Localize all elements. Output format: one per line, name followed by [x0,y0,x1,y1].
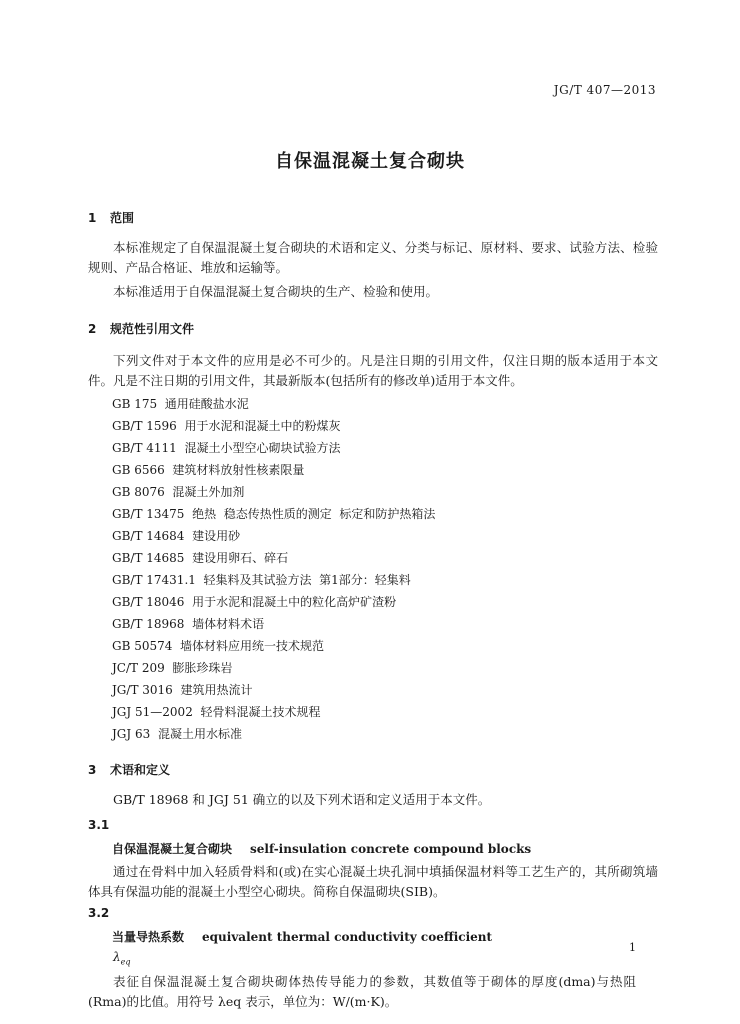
normative-reference [112,681,252,698]
clause-number: 3.1 [88,818,110,832]
ref-code: JG/T 3016 [112,683,173,697]
normative-reference [112,549,288,566]
ref-code: GB/T 4111 [112,441,177,455]
section-1-paragraph-2: 本标准适用于自保温混凝土复合砌块的生产、检验和使用。 [113,284,439,299]
normative-reference [112,417,340,434]
section-title: 范围 [110,211,135,225]
section-2-heading [88,320,194,337]
ref-code: JC/T 209 [112,661,165,675]
ref-code: GB/T 13475 [112,507,185,521]
ref-title: 混凝土小型空心砌块试验方法 [184,441,341,455]
ref-title: 用于水泥和混凝土中的粉煤灰 [184,419,341,433]
normative-reference [112,505,435,522]
ref-code: GB/T 17431.1 [112,573,196,587]
term-definition: 通过在骨料中加入轻质骨料和(或)在实心混凝土块孔洞中填插保温材料等工艺生产的，其所砌筑墙体具有保温功能的混凝土小型空心砌块。简称自保温砌块(SIB)。 [88,864,658,899]
clause-number: 3.2 [88,906,110,920]
normative-reference [112,615,264,632]
ref-code: GB/T 1596 [112,419,177,433]
term-definition: 表征自保温混凝土复合砌块砌体热传导能力的参数，其数值等于砌体的厚度(dma)与热阻(Rma)的比值。用符号 λeq 表示，单位为：W/(m·K)。 [88,974,636,1009]
normative-reference [112,703,321,720]
section-2-intro: 下列文件对于本文件的应用是必不可少的。凡是注日期的引用文件，仅注日期的版本适用于本文件。凡是不注日期的引用文件，其最新版本(包括所有的修改单)适用于本文件。 [88,353,658,388]
section-3-intro: GB/T 18968 和 JGJ 51 确立的以及下列术语和定义适用于本文件。 [113,792,491,807]
ref-title: 建筑材料放射性核素限量 [172,463,305,477]
normative-reference [112,659,232,676]
page-number: 1 [629,941,636,954]
section-number: 1 [88,211,97,225]
ref-title: 混凝土用水标准 [157,727,242,741]
ref-code: GB 6566 [112,463,165,477]
section-3-heading [88,761,170,778]
ref-title: 通用硅酸盐水泥 [164,397,249,411]
ref-code: JGJ 51—2002 [112,705,193,719]
section-title: 术语和定义 [110,763,171,777]
ref-code: GB 8076 [112,485,165,499]
normative-reference [112,571,411,588]
normative-reference [112,637,324,654]
document-title: 自保温混凝土复合砌块 [275,151,465,172]
symbol-subscript: eq [120,957,131,967]
term-heading [112,840,531,857]
ref-code: GB 175 [112,397,158,411]
ref-title: 轻骨料混凝土技术规程 [200,705,321,719]
symbol-base: λ [113,950,121,964]
section-title: 规范性引用文件 [110,322,195,336]
term-name-en: equivalent thermal conductivity coefficient [202,930,493,944]
ref-code: GB/T 18046 [112,595,185,609]
term-name-zh: 自保温混凝土复合砌块 [112,842,233,856]
normative-reference [112,527,240,544]
normative-reference [112,395,249,412]
term-symbol [113,950,130,966]
ref-title: 建设用砂 [192,529,241,543]
ref-title: 墙体材料应用统一技术规范 [180,639,325,653]
normative-reference [112,725,242,742]
ref-title: 用于水泥和混凝土中的粒化高炉矿渣粉 [192,595,397,609]
normative-reference [112,439,340,456]
section-1-paragraph-1: 本标准规定了自保温混凝土复合砌块的术语和定义、分类与标记、原材料、要求、试验方法、检验规则、产品合格证、堆放和运输等。 [88,240,658,275]
term-name-zh: 当量导热系数 [112,930,185,944]
ref-code: GB/T 18968 [112,617,185,631]
ref-title: 膨胀珍珠岩 [172,661,233,675]
normative-reference [112,483,244,500]
ref-title: 建筑用热流计 [180,683,253,697]
ref-code: GB 50574 [112,639,173,653]
section-number: 3 [88,763,97,777]
ref-code: GB/T 14685 [112,551,185,565]
ref-title: 建设用卵石、碎石 [192,551,289,565]
standard-code: JG/T 407—2013 [553,83,656,97]
ref-code: GB/T 14684 [112,529,185,543]
ref-title: 墙体材料术语 [192,617,265,631]
normative-reference [112,461,304,478]
ref-code: JGJ 63 [112,727,151,741]
ref-title: 绝热 稳态传热性质的测定 标定和防护热箱法 [192,507,436,521]
term-name-en: self-insulation concrete compound blocks [250,842,532,856]
section-number: 2 [88,322,97,336]
ref-title: 混凝土外加剂 [172,485,245,499]
section-1-heading [88,209,134,226]
normative-reference [112,593,396,610]
term-heading [112,928,492,945]
ref-title: 轻集料及其试验方法 第1部分：轻集料 [203,573,411,587]
